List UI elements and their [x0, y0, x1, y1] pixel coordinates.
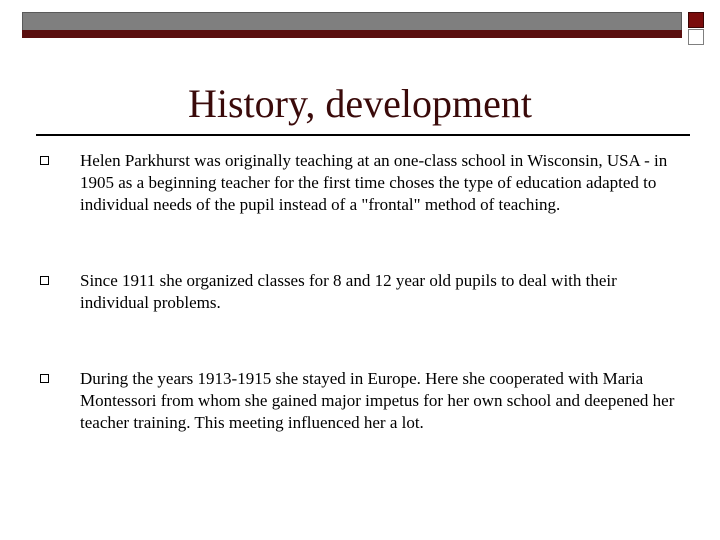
bullet-text: Helen Parkhurst was originally teaching at an one-class school in Wisconsin, USA - in 1905 as a beginning teacher for the first time choses the type of education adapted to individual needs of the pupil instead of a "frontal" method of teaching.	[80, 151, 668, 214]
bullet-text: Since 1911 she organized classes for 8 and 12 year old pupils to deal with their individual problems.	[80, 271, 617, 312]
slide-title: History, development	[187, 81, 532, 126]
corner-square-outline	[688, 29, 704, 45]
top-decor-stripe	[22, 30, 682, 38]
bullet-item	[40, 150, 680, 216]
square-bullet-icon	[40, 374, 49, 383]
corner-square-filled	[688, 12, 704, 28]
bullet-item	[40, 270, 680, 314]
bullet-list	[40, 148, 680, 434]
title-divider	[36, 134, 690, 136]
bullet-item	[40, 368, 680, 434]
bullet-text: During the years 1913-1915 she stayed in Europe. Here she cooperated with Maria Montessori from whom she gained major impetus for her own school and deepened her teacher training. This meeting influenced her a lot.	[80, 369, 675, 432]
square-bullet-icon	[40, 156, 49, 165]
square-bullet-icon	[40, 276, 49, 285]
